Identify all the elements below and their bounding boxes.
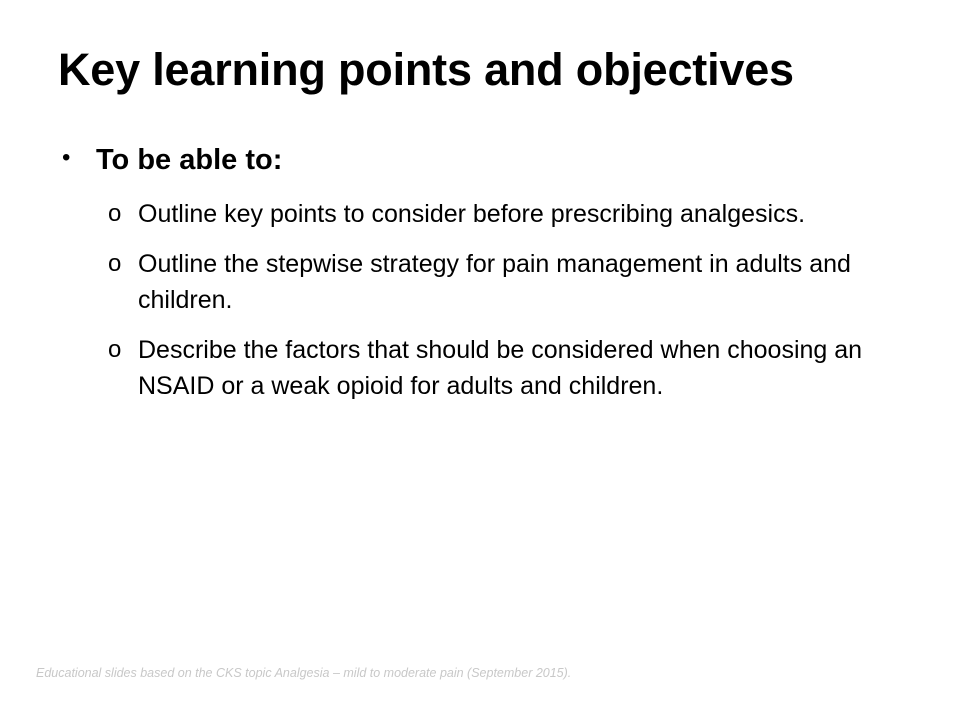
footer-note: Educational slides based on the CKS topic Analgesia – mild to moderate pain (September 2015). xyxy=(36,666,572,680)
objective-marker: o xyxy=(108,200,122,227)
slide-title: Key learning points and objectives xyxy=(58,44,794,95)
objective-text: Outline key points to consider before prescribing analgesics. xyxy=(138,200,806,228)
objective-text: Describe the factors that should be considered when choosing an NSAID or a weak opioid for adults and children. xyxy=(138,336,863,400)
objectives-list xyxy=(108,196,908,418)
objective-item xyxy=(108,246,908,318)
bullet-text: To be able to: xyxy=(96,144,283,176)
bullet-marker: • xyxy=(62,144,71,171)
objective-text: Outline the stepwise strategy for pain management in adults and children. xyxy=(138,250,851,314)
objective-marker: o xyxy=(108,250,122,277)
objective-item xyxy=(108,196,908,232)
objective-marker: o xyxy=(108,336,122,363)
objective-item xyxy=(108,332,908,404)
